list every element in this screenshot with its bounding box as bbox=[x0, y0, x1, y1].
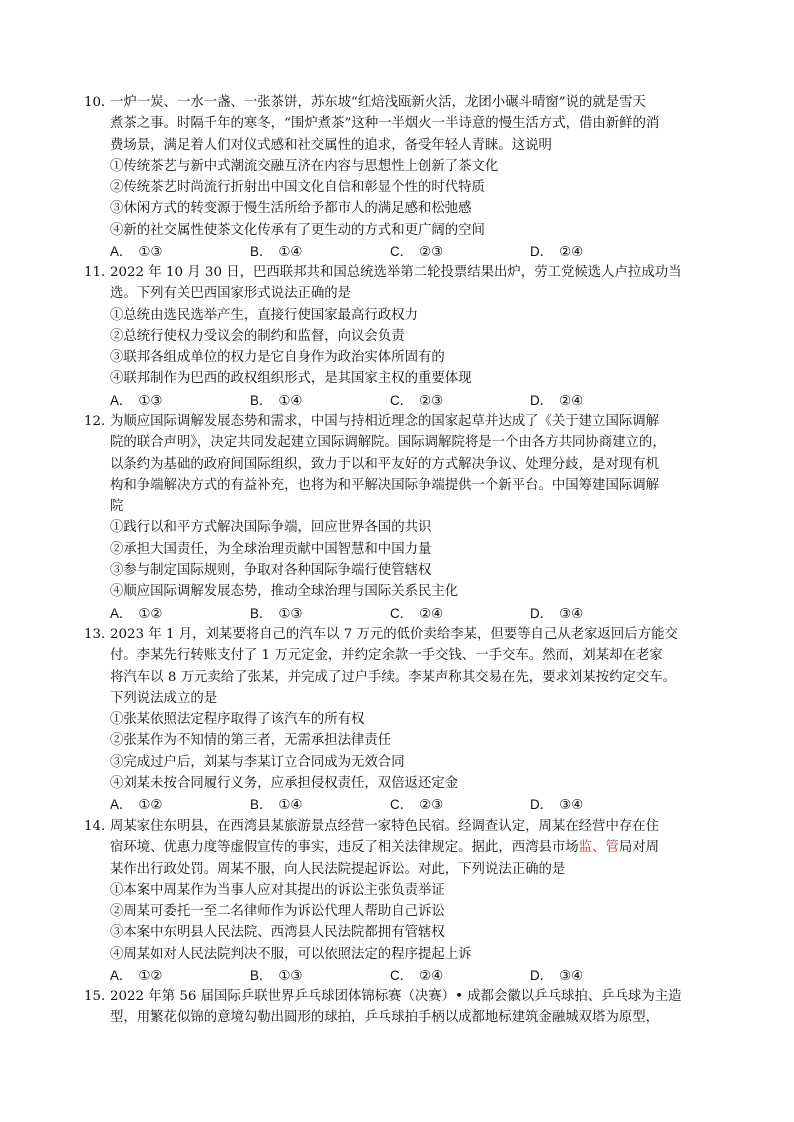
choice-b[interactable]: B． ①④ bbox=[250, 797, 303, 814]
answer-choices bbox=[84, 965, 704, 986]
question-12 bbox=[84, 411, 704, 624]
choice-c[interactable]: C． ②③ bbox=[390, 797, 444, 814]
choice-c[interactable]: C． ②④ bbox=[390, 968, 444, 985]
question-13 bbox=[84, 624, 704, 816]
statement-option: ④顺应国际调解发展态势，推动全球治理与国际关系民主化 bbox=[110, 584, 459, 600]
question-stem-line: 将汽车以 8 万元卖给了张某，并完成了过户手续。李某声称其交易在先，要求刘某按约定交车。 bbox=[110, 669, 677, 685]
choice-b[interactable]: B． ①④ bbox=[250, 244, 303, 261]
answer-choices bbox=[84, 390, 704, 411]
statement-option: ②张某作为不知情的第三者，无需承担法律责任 bbox=[110, 733, 392, 749]
statement-option: ①本案中周某作为当事人应对其提出的诉讼主张负责举证 bbox=[110, 882, 445, 898]
choice-b[interactable]: B． ①③ bbox=[250, 605, 303, 622]
choice-d[interactable]: D． ②④ bbox=[530, 392, 584, 409]
question-stem-line: 12．为顺应国际调解发展态势和需求，中国与持相近理念的国家起草并达成了《关于建立国际调解 bbox=[84, 411, 704, 432]
statement-option: ③参与制定国际规则，争取对各种国际争端行使管辖权 bbox=[110, 563, 432, 579]
question-number: 11． bbox=[84, 265, 115, 280]
question-stem-line: 13．2023 年 1 月，刘某要将自己的汽车以 7 万元的低价卖给李某，但要等自己从老家返回后方能交 bbox=[84, 624, 704, 645]
question-stem-line: 宿环境、优惠力度等虚假宣传的事实，违反了相关法律规定。据此，西湾县市场监、管局对周 bbox=[110, 840, 660, 856]
choice-d[interactable]: D． ③④ bbox=[530, 968, 584, 985]
question-stem-line: 型，用繁花似锦的意境勾勒出圆形的球拍，乒乓球拍手柄以成都地标建筑金融城双塔为原型， bbox=[110, 1010, 660, 1026]
statement-option: ②承担大国责任，为全球治理贡献中国智慧和中国力量 bbox=[110, 541, 432, 557]
choice-d[interactable]: D． ②④ bbox=[530, 244, 584, 261]
statement-option: ②周某可委托一至二名律师作为诉讼代理人帮助自己诉讼 bbox=[110, 904, 445, 920]
statement-option: ④新的社交属性使茶文化传承有了更生动的方式和更广阔的空间 bbox=[110, 222, 485, 238]
question-10 bbox=[84, 92, 704, 262]
statement-option: ③联邦各组成单位的权力是它自身作为政治实体所固有的 bbox=[110, 350, 445, 366]
choice-c[interactable]: C． ②③ bbox=[390, 244, 444, 261]
question-stem-line: 构和争端解决方式的有益补充，也将为和平解决国际争端提供一个新平台。中国筹建国际调解 bbox=[110, 477, 660, 493]
question-stem-line: 选。下列有关巴西国家形式说法正确的是 bbox=[110, 286, 352, 302]
statement-option: ④联邦制作为巴西的政权组织形式，是其国家主权的重要体现 bbox=[110, 371, 472, 387]
question-stem-line: 费场景，满足着人们对仪式感和社交属性的追求，备受年轻人青睐。这说明 bbox=[110, 137, 552, 153]
choice-b[interactable]: B． ①③ bbox=[250, 968, 303, 985]
choice-a[interactable]: A． ①③ bbox=[110, 392, 163, 409]
choice-a[interactable]: A． ①③ bbox=[110, 244, 163, 261]
question-number: 15． bbox=[84, 989, 115, 1004]
question-11 bbox=[84, 262, 704, 411]
question-stem-line: 14．周某家住东明县，在西湾县某旅游景点经营一家特色民宿。经调查认定，周某在经营中存在住 bbox=[84, 816, 704, 837]
choice-a[interactable]: A． ①② bbox=[110, 605, 163, 622]
answer-choices bbox=[84, 603, 704, 624]
statement-option: ④周某如对人民法院判决不服，可以依照法定的程序提起上诉 bbox=[110, 946, 472, 962]
question-stem-line: 15．2022 年第 56 届国际乒联世界乒乓球团体锦标赛（决赛）• 成都会徽以乒乓球拍、乒乓球为主造 bbox=[84, 986, 704, 1007]
choice-c[interactable]: C． ②④ bbox=[390, 605, 444, 622]
statement-option: ①传统茶艺与新中式潮流交融互济在内容与思想性上创新了茶文化 bbox=[110, 158, 499, 174]
choice-d[interactable]: D． ③④ bbox=[530, 797, 584, 814]
question-number: 12． bbox=[84, 414, 115, 429]
choice-c[interactable]: C． ②③ bbox=[390, 392, 444, 409]
highlighted-text: 监、管 bbox=[578, 840, 619, 856]
question-stem-line: 院 bbox=[110, 499, 124, 515]
statement-option: ②传统茶艺时尚流行折射出中国文化自信和彰显个性的时代特质 bbox=[110, 180, 485, 196]
question-number: 13． bbox=[84, 627, 115, 642]
question-stem-line: 某作出行政处罚。周某不服，向人民法院提起诉讼。对此，下列说法正确的是 bbox=[110, 861, 566, 877]
statement-option: ③完成过户后，刘某与李某订立合同成为无效合同 bbox=[110, 754, 405, 770]
statement-option: ③本案中东明县人民法院、西湾县人民法院都拥有管辖权 bbox=[110, 925, 445, 941]
question-stem-line: 付。李某先行转账支付了 1 万元定金，并约定余款一手交钱、一手交车。然而，刘某却在老家 bbox=[110, 648, 663, 664]
choice-b[interactable]: B． ①④ bbox=[250, 392, 303, 409]
question-stem-line: 10．一炉一炭、一水一盏、一张茶饼，苏东坡“红焙浅瓯新火活，龙团小碾斗晴窗”说的就是雪天 bbox=[84, 92, 704, 113]
question-stem-line: 下列说法成立的是 bbox=[110, 690, 218, 706]
question-stem-line: 院的联合声明》，决定共同发起建立国际调解院。国际调解院将是一个由各方共同协商建立的， bbox=[110, 435, 666, 451]
question-15 bbox=[84, 986, 704, 1029]
statement-option: ①践行以和平方式解决国际争端，回应世界各国的共识 bbox=[110, 520, 432, 536]
statement-option: ②总统行使权力受议会的制约和监督，向议会负责 bbox=[110, 328, 405, 344]
statement-option: ①总统由选民选举产生，直接行使国家最高行政权力 bbox=[110, 307, 418, 323]
question-number: 10． bbox=[84, 95, 115, 110]
question-14 bbox=[84, 816, 704, 986]
question-stem-line: 以条约为基础的政府间国际组织，致力于以和平友好的方式解决争议、处理分歧，是对现有机 bbox=[110, 456, 660, 472]
question-number: 14． bbox=[84, 819, 115, 834]
answer-choices bbox=[84, 241, 704, 262]
statement-option: ③休闲方式的转变源于慢生活所给予都市人的满足感和松弛感 bbox=[110, 201, 472, 217]
statement-option: ④刘某未按合同履行义务，应承担侵权责任，双倍返还定金 bbox=[110, 776, 459, 792]
answer-choices bbox=[84, 794, 704, 815]
statement-option: ①张某依照法定程序取得了该汽车的所有权 bbox=[110, 712, 365, 728]
question-stem-line: 煮茶之事。时隔千年的寒冬，“围炉煮茶”这种一半烟火一半诗意的慢生活方式，借由新鲜的消 bbox=[110, 116, 660, 132]
question-stem-line: 11．2022 年 10 月 30 日，巴西联邦共和国总统选举第二轮投票结果出炉，劳工党候选人卢拉成功当 bbox=[84, 262, 704, 283]
choice-a[interactable]: A． ①② bbox=[110, 797, 163, 814]
choice-a[interactable]: A． ①② bbox=[110, 968, 163, 985]
choice-d[interactable]: D． ③④ bbox=[530, 605, 584, 622]
